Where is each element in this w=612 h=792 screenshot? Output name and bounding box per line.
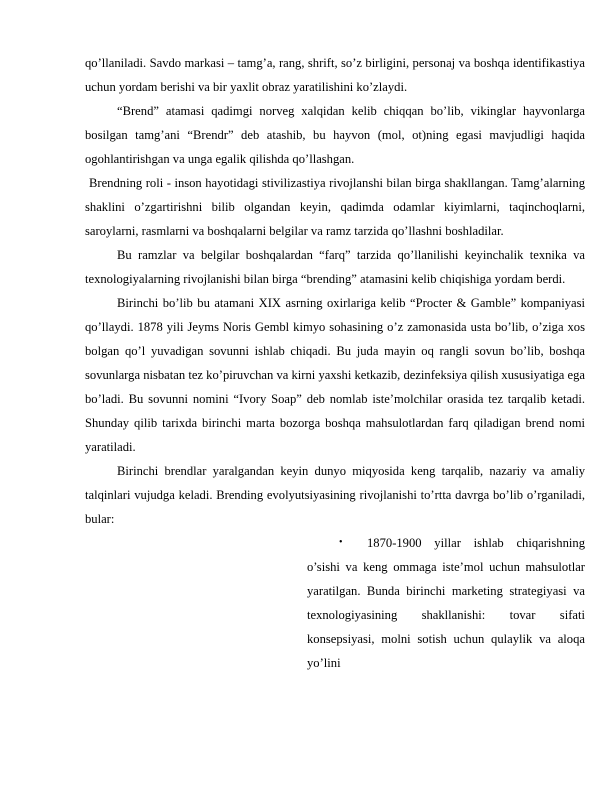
paragraph-brend-etymology: “Brend” atamasi qadimgi norveg xalqidan kelib chiqqan bo’lib, vikinglar hayvonlarga bosilgan tamg’ani “Brendr” deb atashib, bu hayvon (mol, ot)ning egasi mavjudligi haqida ogohlantirishgan va unga egalik qilishda qo’llashgan.: [85, 104, 585, 166]
paragraph-procter-gamble: Birinchi bo’lib bu atamani XIX asrning oxirlariga kelib “Procter & Gamble” kompaniyasi qo’llaydi. 1878 yili Jeyms Noris Gembl kimyo sohasining o’z zamonasida usta bo’lib, o’ziga xos bolgan qo’l yuvadigan sovunni ishlab chiqadi. Bu juda mayin oq rangli sovun bo’lib, boshqa sovunlarga nisbatan tez ko’piruvchan va kirni yaxshi ketkazib, dezinfeksiya qilish xususiyatiga ega bo’ladi. Bu sovunni nomini “Ivory Soap” deb nomlab iste’molchilar orasida tez tarqalib ketadi. Shunday qilib tarixda birinchi marta bozorga boshqa mahsulotlardan farq qiladigan brend nomi yaratiladi.: [85, 296, 585, 454]
paragraph-symbols: Bu ramzlar va belgilar boshqalardan “farq” tarzida qo’llanilishi keyinchalik texnika va texnologiyalarning rivojlanishi bilan birga “brending” atamasini kelib chiqishiga yordam berdi.: [85, 248, 585, 286]
document-page: [85, 51, 585, 675]
paragraph-brand-evolution: Birinchi brendlar yaralgandan keyin dunyo miqyosida keng tarqalib, nazariy va amaliy talqinlari vujudga keladi. Brending evolyutsiyasining rivojlanishi to’rtta davrga bo’lib o’rganiladi, bular:: [85, 464, 585, 526]
bullet-text: 1870-1900 yillar ishlab chiqarishning o’sishi va keng ommaga iste’mol uchun mahsulotlar yaratilgan. Bunda birinchi marketing strategiyasi va texnologiyasining shakllanishi: tovar sifati konsepsiyasi, molni sotish uchun qulaylik va aloqa yo’lini: [307, 536, 585, 670]
paragraph-brend-role: Brendning roli - inson hayotidagi stivilizastiya rivojlanshi bilan birga shakllangan. Tamg’alarning shaklini o’zgartirishni bilib olgandan keyin, qadimda odamlar kiyimlarni, taqinchoqlarni, saroylarni, rasmlarni va boshqalarni belgilar va ramz tarzida qo’llashni boshladilar.: [85, 176, 585, 238]
paragraph-savdo-markasi: qo’llaniladi. Savdo markasi – tamg’a, rang, shrift, so’z birligini, personaj va boshqa identifikastiya uchun yordam berishi va bir yaxlit obraz yaratilishini ko’zlaydi.: [85, 56, 585, 94]
bullet-icon: •: [339, 537, 343, 548]
bullet-item-1870-1900: [307, 531, 585, 675]
